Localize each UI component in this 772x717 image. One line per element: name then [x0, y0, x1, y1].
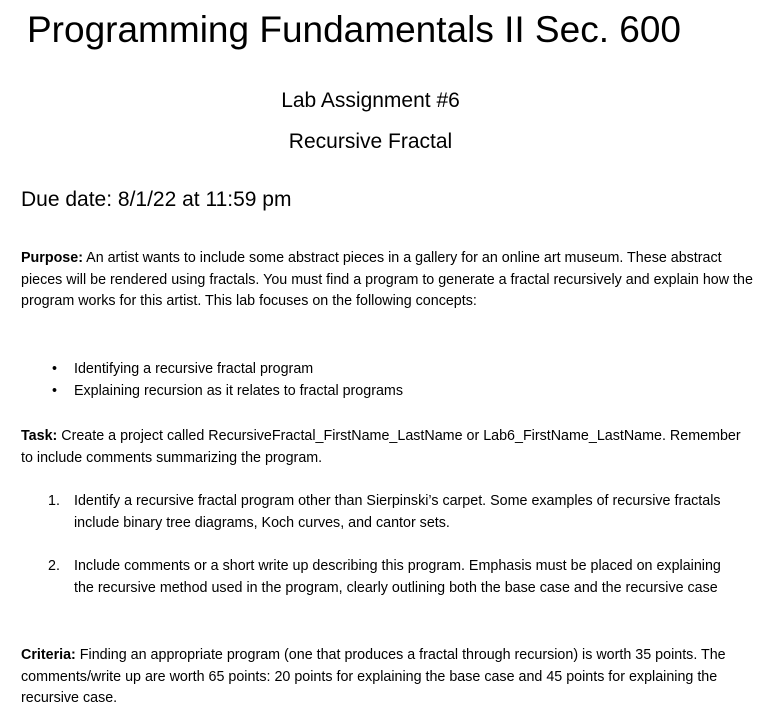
list-item	[0, 556, 734, 599]
steps-list-2	[0, 556, 734, 599]
purpose-paragraph	[21, 248, 756, 313]
course-title: Programming Fundamentals II Sec. 600	[27, 9, 681, 50]
list-item	[0, 381, 403, 403]
due-date: Due date: 8/1/22 at 11:59 pm	[21, 188, 292, 211]
steps-list-1	[0, 491, 734, 534]
list-item	[0, 491, 734, 534]
task-paragraph	[21, 426, 756, 469]
lab-subtitle: Recursive Fractal	[288, 130, 453, 153]
list-item	[0, 359, 403, 381]
criteria-label: Criteria:	[21, 647, 76, 663]
step-number: 1.	[48, 493, 60, 509]
bullet-icon: •	[52, 382, 58, 399]
criteria-text: Finding an appropriate program (one that produces a fractal through recursion) is worth 35 points. The comments/write up are worth 65 points: 20 points for explaining the base case and 45 points for explaining the recursive case.	[21, 647, 726, 706]
task-label: Task:	[21, 428, 58, 444]
step-text: Identify a recursive fractal program other than Sierpinski’s carpet. Some examples of recursive fractals include binary tree diagrams, Koch curves, and cantor sets.	[74, 493, 721, 531]
lab-title: Lab Assignment #6	[281, 89, 460, 112]
concepts-list	[0, 359, 403, 402]
purpose-text: An artist wants to include some abstract pieces in a gallery for an online art museum. These abstract pieces will be rendered using fractals. You must find a program to generate a fractal recursively and explain how the program works for this artist. This lab focuses on the following concepts:	[21, 250, 753, 309]
concept-text: Explaining recursion as it relates to fractal programs	[74, 382, 403, 399]
concept-text: Identifying a recursive fractal program	[74, 361, 314, 377]
purpose-label: Purpose:	[21, 250, 83, 266]
step-number: 2.	[48, 558, 60, 574]
bullet-icon: •	[52, 361, 58, 377]
criteria-paragraph	[21, 645, 756, 710]
step-text: Include comments or a short write up describing this program. Emphasis must be placed on explaining the recursive method used in the program, clearly outlining both the base case and the recursive case	[74, 558, 721, 596]
task-text: Create a project called RecursiveFractal_FirstName_LastName or Lab6_FirstName_LastName. Remember to include comments summarizing the program.	[21, 428, 741, 466]
